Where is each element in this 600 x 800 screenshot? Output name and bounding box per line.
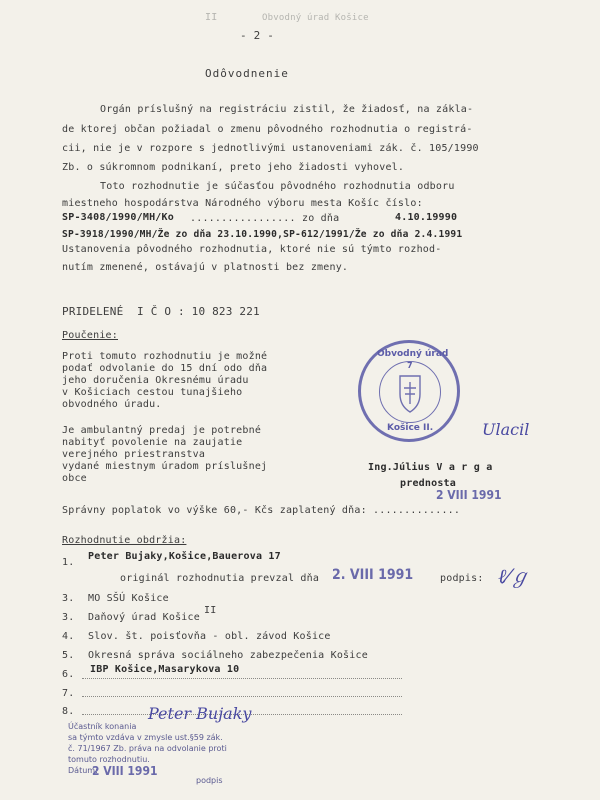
signatory-name: Ing.Július V a r g a [368,462,493,473]
section-title: Odôvodnenie [205,67,289,80]
official-round-stamp [358,340,460,442]
fee-line: Správny poplatok vo výške 60,- Kčs zaplatený dňa: .............. [62,505,461,516]
waiver-line: č. 71/1967 Zb. práva na odvolanie proti [68,744,227,753]
podpis-label: podpis: [440,573,484,584]
para1-line: Orgán príslušný na registráciu zistil, že žiadosť, na zákla- [100,104,474,115]
header-roman: II [205,12,218,23]
signatory-role: prednosta [400,478,456,489]
ref-dots: ................. zo dňa [190,213,340,224]
waiver-signature: Peter Bujaky [148,704,252,723]
ref-number-1: SP-3408/1990/MH/Ko [62,212,174,223]
poucenie-line: v Košiciach cestou tunajšieho [62,387,243,398]
waiver-line: Dátum: [68,766,98,775]
para1-line: de ktorej občan požiadal o zmenu pôvodného rozhodnutia o registrá- [62,124,473,135]
ico-line: PRIDELENÉ I Č O : 10 823 221 [62,305,260,318]
recipient-number: 4. [62,631,75,642]
received-date-stamp: 2. VIII 1991 [332,567,414,583]
recipient-text: Daňový úrad Košice [88,612,200,623]
stamp-bottom-text: Košice II. [387,423,434,433]
received-text: originál rozhodnutia prevzal dňa [120,573,320,584]
recipient-roman: II [204,605,217,616]
signature-date-stamp: 2 VIII 1991 [436,488,502,502]
recipient-number: 3. [62,612,75,623]
poucenie-heading: Poučenie: [62,330,118,341]
ref-line-2: SP-3918/1990/MH/Že zo dňa 23.10.1990,SP-612/1991/Že zo dňa 2.4.1991 [62,229,463,240]
recipient-text: Okresná správa sociálneho zabezpečenia Košice [88,650,368,661]
poucenie-line: podať odvolanie do 15 dní odo dňa [62,363,268,374]
waiver-podpis-label: podpis [196,776,223,785]
waiver-date-stamp: 2 VIII 1991 [92,764,158,778]
poucenie2-line: nabityť povolenie na zaujatie [62,437,243,448]
recipient-text: Slov. št. poisťovňa - obl. závod Košice [88,631,331,642]
prednosta-signature: Ulacil [482,420,530,439]
poucenie-line: obvodného úradu. [62,399,162,410]
para1-line: Zb. o súkromnom podnikaní, preto jeho žiadosti vyhovel. [62,162,405,173]
recipient-number: 8. [62,706,75,717]
recipient-number: 3. [62,593,75,604]
recipient-dotline [82,696,402,697]
para3-line: Ustanovenia pôvodného rozhodnutia, ktoré nie sú týmto rozhod- [62,244,442,255]
coat-of-arms-icon [380,362,440,422]
recipient-text: MO SŠÚ Košice [88,593,169,604]
stamp-top-text: Obvodný úrad [377,349,449,359]
recipient-number: 7. [62,688,75,699]
recipients-heading: Rozhodnutie obdržia: [62,535,187,546]
waiver-line: tomuto rozhodnutiu. [68,755,150,764]
poucenie-line: Proti tomuto rozhodnutiu je možné [62,351,268,362]
faint-header: Obvodný úrad Košice [262,13,369,23]
para3-line: nutím zmenené, ostávajú v platnosti bez zmeny. [62,262,349,273]
poucenie2-line: obce [62,473,87,484]
recipient-dotline [82,678,402,679]
stamp-inner-ring [379,361,441,423]
recipient-text: IBP Košice,Masarykova 10 [90,664,240,675]
stamp-number: 7 [407,361,413,370]
recipient-number: 1. [62,557,75,568]
poucenie-line: jeho doručenia Okresnému úradu [62,375,249,386]
recipient-signature: ℓ⁄ℊ [498,564,530,588]
para1-line: cii, nie je v rozpore s jednotlivými ustanoveniami zák. č. 105/1990 [62,143,479,154]
ref-date-1: 4.10.19990 [395,212,458,223]
page-number: - 2 - [240,29,275,42]
para2-line: miestneho hospodárstva Národného výboru mesta Košíc číslo: [62,198,423,209]
poucenie2-line: verejného priestranstva [62,449,206,460]
para2-line: Toto rozhodnutie je súčasťou pôvodného rozhodnutia odboru [100,181,455,192]
recipient-text: Peter Bujaky,Košice,Bauerova 17 [88,551,281,562]
recipient-number: 5. [62,650,75,661]
poucenie2-line: Je ambulantný predaj je potrebné [62,425,262,436]
waiver-line: Účastník konania [68,722,137,731]
waiver-line: sa týmto vzdáva v zmysle ust.§59 zák. [68,733,223,742]
poucenie2-line: vydané miestnym úradom príslušnej [62,461,268,472]
recipient-number: 6. [62,669,75,680]
